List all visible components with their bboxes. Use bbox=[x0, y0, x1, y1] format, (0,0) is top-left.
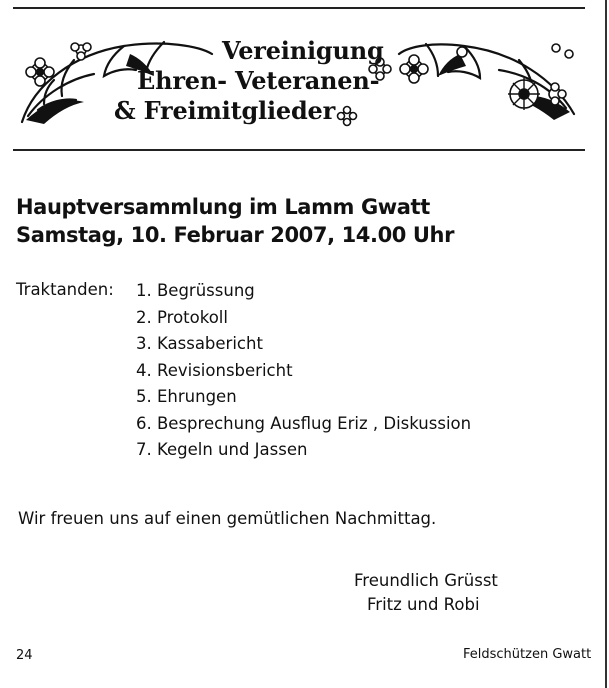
org-title-line1: Vereinigung bbox=[222, 36, 384, 65]
page-number: 24 bbox=[16, 648, 33, 663]
agenda-item: 4. Revisionsbericht bbox=[136, 360, 293, 380]
header-divider bbox=[13, 149, 585, 151]
meeting-date-time: Samstag, 10. Februar 2007, 14.00 Uhr bbox=[16, 223, 455, 247]
meeting-title: Hauptversammlung im Lamm Gwatt bbox=[16, 195, 430, 219]
org-title-line3: & Freimitglieder bbox=[114, 96, 336, 125]
agenda-item: 2. Protokoll bbox=[136, 307, 228, 327]
closing-signature: Fritz und Robi bbox=[367, 595, 480, 614]
agenda-label: Traktanden: bbox=[16, 280, 114, 299]
invitation-text: Wir freuen uns auf einen gemütlichen Nachmittag. bbox=[18, 509, 437, 528]
agenda-item: 6. Besprechung Ausflug Eriz , Diskussion bbox=[136, 413, 472, 433]
agenda-list bbox=[136, 280, 471, 466]
agenda-item: 7. Kegeln und Jassen bbox=[136, 440, 308, 459]
agenda-item: 3. Kassabericht bbox=[136, 334, 263, 353]
agenda-item: 5. Ehrungen bbox=[136, 387, 237, 406]
closing-greeting: Freundlich Grüsst bbox=[354, 571, 498, 590]
scan-edge bbox=[605, 0, 607, 688]
footer-publication: Feldschützen Gwatt bbox=[463, 647, 592, 662]
agenda-item: 1. Begrüssung bbox=[136, 281, 255, 300]
org-title-line2: Ehren- Veteranen- bbox=[137, 66, 380, 95]
top-divider bbox=[13, 7, 585, 9]
